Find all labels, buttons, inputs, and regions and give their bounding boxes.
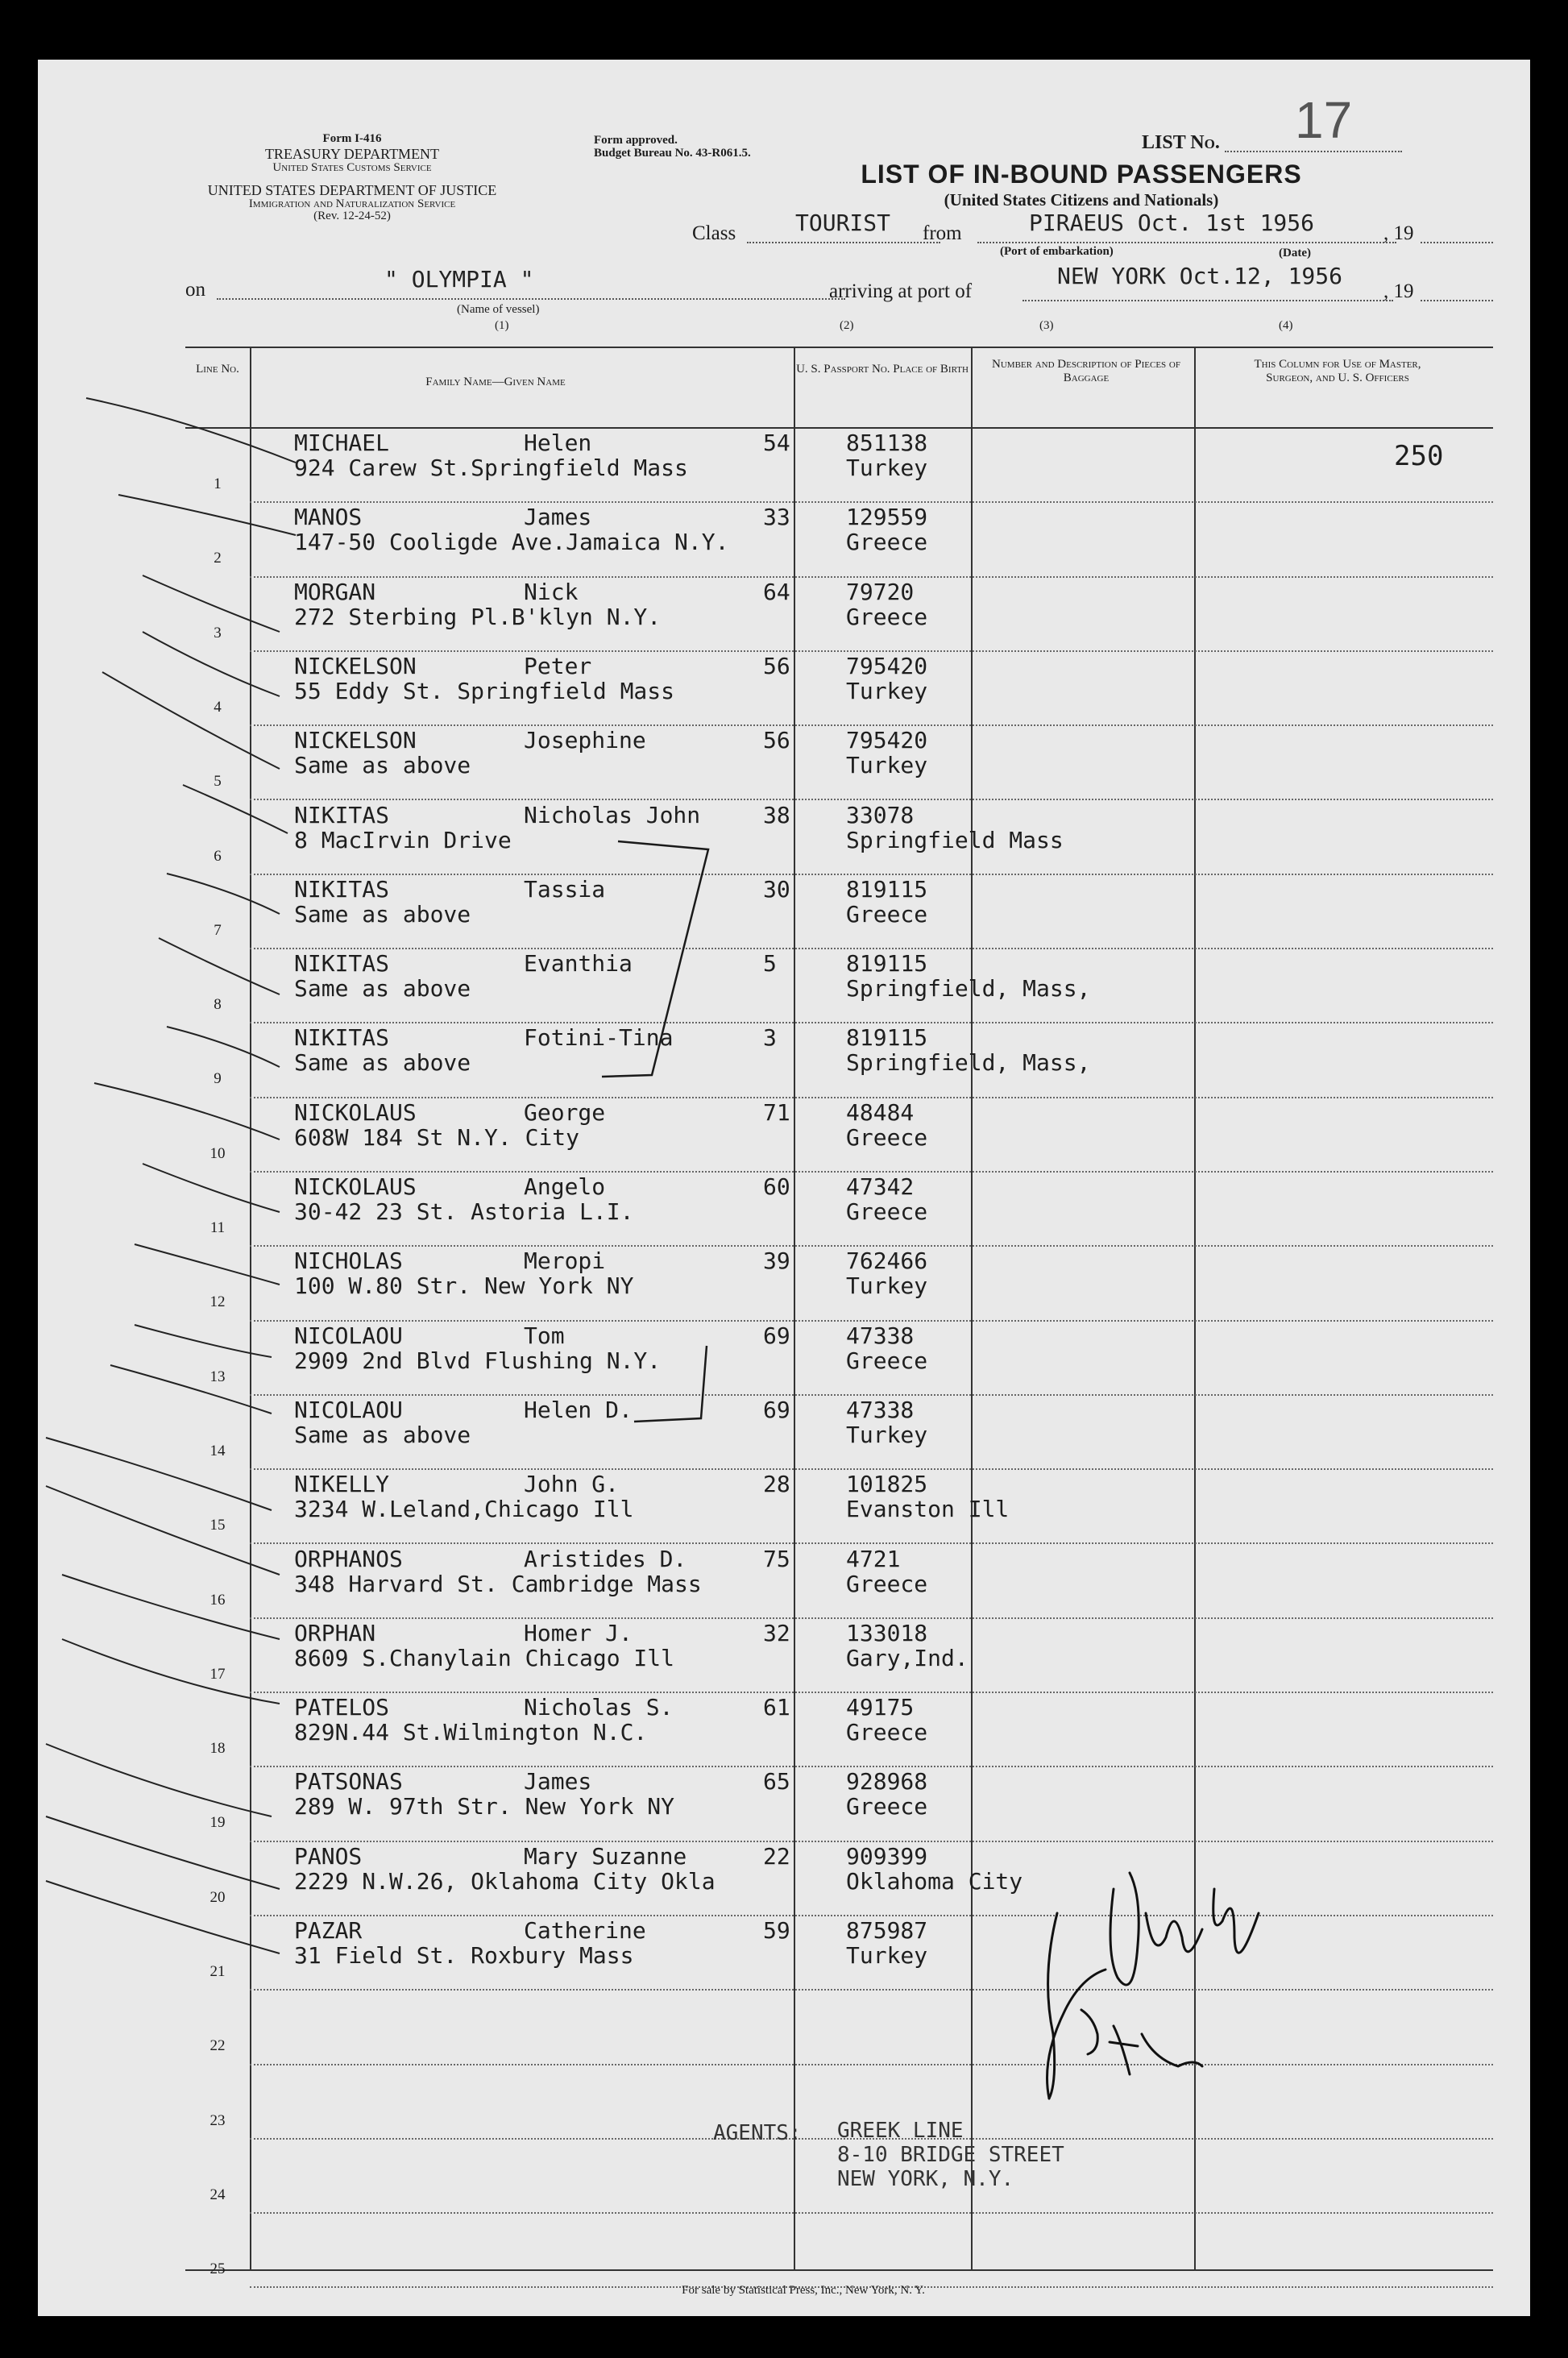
family-name: ORPHAN — [294, 1619, 376, 1646]
address: 272 Sterbing Pl.B'klyn N.Y. — [294, 603, 662, 630]
col-header-officers: This Column for Use of Master, Surgeon, and U. S. Officers — [1254, 358, 1421, 384]
family-name: NICOLAOU — [294, 1322, 403, 1349]
place-of-birth: Springfield, Mass, — [846, 1049, 1091, 1077]
passport-no: 928968 — [846, 1768, 928, 1795]
address: 8609 S.Chanylain Chicago Ill — [294, 1644, 675, 1671]
given-name: Fotini-Tina — [524, 1024, 674, 1052]
from-label: from — [923, 222, 962, 244]
given-name: Helen — [524, 430, 592, 456]
family-name: NICKOLAUS — [294, 1098, 417, 1126]
place-of-birth: Turkey — [846, 752, 928, 779]
given-name: Peter — [524, 652, 592, 679]
age: 60 — [763, 1173, 790, 1200]
list-no-value: 17 — [1295, 91, 1353, 149]
col-num-2: (2) — [840, 319, 854, 332]
given-name: Helen D. — [524, 1396, 633, 1423]
col-header-line-no: Line No. — [196, 363, 239, 376]
agents-line2: 8-10 BRIDGE STREET — [837, 2143, 1064, 2167]
address: Same as above — [294, 1421, 471, 1448]
given-name: Homer J. — [524, 1619, 633, 1646]
agents-line3: NEW YORK, N.Y. — [837, 2167, 1014, 2191]
given-name: Tom — [524, 1322, 565, 1349]
form-approved: Form approved. — [594, 134, 678, 147]
address: 2229 N.W.26, Oklahoma City Okla — [294, 1867, 716, 1895]
from-value: PIRAEUS Oct. 1st 1956 — [1029, 210, 1315, 236]
row-number: 4 — [214, 698, 222, 716]
row-number: 12 — [209, 1293, 226, 1311]
port-embark-label: (Port of embarkation) — [1000, 245, 1114, 258]
arriving-value: NEW YORK Oct.12, 1956 — [1057, 263, 1343, 289]
family-name: NICHOLAS — [294, 1247, 403, 1275]
age: 61 — [763, 1694, 790, 1721]
manifest-page — [38, 60, 1530, 2316]
given-name: Meropi — [524, 1247, 606, 1275]
row-number: 22 — [209, 2037, 226, 2055]
vessel-value: " OLYMPIA " — [384, 266, 534, 293]
dept1: TREASURY DEPARTMENT — [264, 146, 440, 162]
passport-no: 129559 — [846, 504, 928, 531]
place-of-birth: Greece — [846, 1198, 928, 1225]
passport-no: 49175 — [846, 1694, 915, 1721]
family-name: MORGAN — [294, 578, 376, 605]
address: 2909 2nd Blvd Flushing N.Y. — [294, 1347, 662, 1374]
given-name: Mary Suzanne — [524, 1842, 687, 1870]
budget-bureau: Budget Bureau No. 43-R061.5. — [594, 147, 751, 160]
given-name: James — [524, 1768, 592, 1795]
place-of-birth: Greece — [846, 603, 928, 630]
row-number: 1 — [214, 475, 222, 492]
col-header-passport: U. S. Passport No. Place of Birth — [796, 363, 969, 376]
age: 69 — [763, 1322, 790, 1349]
col-header-baggage: Number and Description of Pieces of Baggage — [992, 358, 1180, 384]
row-number: 6 — [214, 847, 222, 865]
address: 348 Harvard St. Cambridge Mass — [294, 1570, 702, 1597]
row-number: 8 — [214, 996, 222, 1014]
address: 3234 W.Leland,Chicago Ill — [294, 1496, 634, 1523]
family-name: NICKELSON — [294, 652, 417, 679]
year-suffix-2: , 19 — [1383, 280, 1414, 302]
passport-no: 79720 — [846, 578, 915, 605]
place-of-birth: Evanston Ill — [846, 1496, 1010, 1523]
family-name: PAZAR — [294, 1917, 363, 1944]
given-name: Angelo — [524, 1173, 606, 1200]
passport-no: 875987 — [846, 1917, 928, 1944]
given-name: Nicholas John — [524, 801, 701, 828]
officer-note: 250 — [1394, 440, 1444, 472]
address: 147-50 Cooligde Ave.Jamaica N.Y. — [294, 529, 729, 556]
row-number: 10 — [209, 1144, 226, 1162]
age: 28 — [763, 1471, 790, 1498]
address: 8 MacIrvin Drive — [294, 826, 512, 853]
passport-no: 33078 — [846, 801, 915, 828]
age: 54 — [763, 430, 790, 456]
passport-no: 851138 — [846, 430, 928, 456]
row-number: 18 — [209, 1740, 226, 1758]
address: 924 Carew St.Springfield Mass — [294, 455, 688, 481]
passport-no: 819115 — [846, 1024, 928, 1052]
place-of-birth: Greece — [846, 900, 928, 928]
agents-line1: GREEK LINE — [837, 2119, 964, 2143]
family-name: NICKOLAUS — [294, 1173, 417, 1200]
passport-no: 133018 — [846, 1619, 928, 1646]
family-name: MANOS — [294, 504, 363, 531]
age: 39 — [763, 1247, 790, 1275]
row-number: 11 — [209, 1219, 226, 1236]
dept2: UNITED STATES DEPARTMENT OF JUSTICE — [207, 182, 497, 198]
address: 55 Eddy St. Springfield Mass — [294, 677, 675, 704]
tick-marks — [46, 398, 296, 1953]
age: 33 — [763, 504, 790, 531]
passport-no: 4721 — [846, 1545, 901, 1572]
row-number: 20 — [209, 1888, 226, 1906]
passport-no: 48484 — [846, 1098, 915, 1126]
place-of-birth: Turkey — [846, 455, 928, 481]
year-suffix-1: , 19 — [1383, 222, 1414, 244]
address: Same as above — [294, 752, 471, 779]
age: 30 — [763, 875, 790, 903]
passport-no: 47338 — [846, 1322, 915, 1349]
age: 65 — [763, 1768, 790, 1795]
given-name: Tassia — [524, 875, 606, 903]
age: 59 — [763, 1917, 790, 1944]
family-name: NIKITAS — [294, 950, 390, 978]
family-name: NICOLAOU — [294, 1396, 403, 1423]
given-name: James — [524, 504, 592, 531]
family-name: PATSONAS — [294, 1768, 403, 1795]
address: 608W 184 St N.Y. City — [294, 1123, 580, 1151]
passport-no: 819115 — [846, 950, 928, 978]
row-number: 14 — [209, 1442, 226, 1459]
date-label: (Date) — [1279, 247, 1311, 259]
age: 56 — [763, 727, 790, 754]
age: 75 — [763, 1545, 790, 1572]
given-name: Nicholas S. — [524, 1694, 674, 1721]
address: Same as above — [294, 975, 471, 1003]
class-label: Class — [692, 222, 736, 244]
given-name: John G. — [524, 1471, 620, 1498]
col-num-3: (3) — [1039, 319, 1054, 332]
place-of-birth: Springfield, Mass, — [846, 975, 1091, 1003]
subtitle: (United States Citizens and Nationals) — [944, 190, 1219, 210]
col-header-name: Family Name—Given Name — [425, 376, 566, 388]
place-of-birth: Turkey — [846, 1272, 928, 1300]
given-name: Nick — [524, 578, 579, 605]
place-of-birth: Oklahoma City — [846, 1867, 1023, 1895]
row-number: 2 — [214, 550, 222, 567]
address: 100 W.80 Str. New York NY — [294, 1272, 634, 1300]
passport-no: 795420 — [846, 652, 928, 679]
row-number: 3 — [214, 624, 222, 641]
row-number: 9 — [214, 1070, 222, 1088]
age: 71 — [763, 1098, 790, 1126]
family-name: ORPHANOS — [294, 1545, 403, 1572]
given-name: Catherine — [524, 1917, 646, 1944]
passport-no: 101825 — [846, 1471, 928, 1498]
given-name: Evanthia — [524, 950, 633, 978]
family-name: NICKELSON — [294, 727, 417, 754]
place-of-birth: Turkey — [846, 677, 928, 704]
dept2-sub: Immigration and Naturalization Service — [248, 197, 456, 210]
col-num-1: (1) — [495, 319, 509, 332]
address: 30-42 23 St. Astoria L.I. — [294, 1198, 634, 1225]
footer-printer: For sale by Statistical Press, Inc., New York, N. Y. — [682, 2284, 925, 2297]
place-of-birth: Turkey — [846, 1421, 928, 1448]
family-name: NIKELLY — [294, 1471, 390, 1498]
arriving-label: arriving at port of — [829, 280, 973, 302]
age: 22 — [763, 1842, 790, 1870]
address: 31 Field St. Roxbury Mass — [294, 1942, 634, 1969]
passport-no: 819115 — [846, 875, 928, 903]
passport-no: 47338 — [846, 1396, 915, 1423]
agents-label: AGENTS: — [713, 2121, 802, 2145]
given-name: Josephine — [524, 727, 646, 754]
place-of-birth: Greece — [846, 1793, 928, 1820]
place-of-birth: Springfield Mass — [846, 826, 1064, 853]
row-number: 21 — [209, 1963, 226, 1980]
place-of-birth: Greece — [846, 1123, 928, 1151]
family-name: NIKITAS — [294, 801, 390, 828]
passport-no: 795420 — [846, 727, 928, 754]
address: Same as above — [294, 900, 471, 928]
age: 3 — [763, 1024, 777, 1052]
rev: (Rev. 12-24-52) — [313, 210, 391, 222]
row-number: 13 — [209, 1368, 226, 1385]
dept1-sub: United States Customs Service — [272, 161, 432, 174]
row-number: 23 — [209, 2111, 226, 2129]
on-label: on — [185, 279, 205, 301]
age: 38 — [763, 801, 790, 828]
row-number: 25 — [209, 2260, 226, 2278]
row-number: 16 — [209, 1591, 226, 1609]
class-value: TOURIST — [795, 210, 891, 236]
address: Same as above — [294, 1049, 471, 1077]
list-no-label: LIST No. — [1142, 132, 1220, 153]
family-name: PANOS — [294, 1842, 363, 1870]
address: 829N.44 St.Wilmington N.C. — [294, 1719, 648, 1746]
age: 64 — [763, 578, 790, 605]
row-number: 5 — [214, 773, 222, 791]
row-number: 24 — [209, 2186, 226, 2203]
family-name: NIKITAS — [294, 1024, 390, 1052]
age: 5 — [763, 950, 777, 978]
place-of-birth: Greece — [846, 1719, 928, 1746]
vessel-label: (Name of vessel) — [457, 303, 540, 316]
bracket-marks — [602, 841, 709, 1422]
address: 289 W. 97th Str. New York NY — [294, 1793, 675, 1820]
family-name: PATELOS — [294, 1694, 390, 1721]
title: LIST OF IN-BOUND PASSENGERS — [861, 160, 1302, 189]
passport-no: 47342 — [846, 1173, 915, 1200]
given-name: Aristides D. — [524, 1545, 687, 1572]
handwritten-signature-icon — [993, 1816, 1331, 2155]
family-name: MICHAEL — [294, 430, 390, 456]
row-number: 15 — [209, 1517, 226, 1534]
place-of-birth: Greece — [846, 529, 928, 556]
place-of-birth: Greece — [846, 1347, 928, 1374]
place-of-birth: Greece — [846, 1570, 928, 1597]
row-number: 19 — [209, 1814, 226, 1832]
col-num-4: (4) — [1279, 319, 1293, 332]
age: 32 — [763, 1619, 790, 1646]
age: 56 — [763, 652, 790, 679]
row-number: 7 — [214, 921, 222, 939]
passport-no: 762466 — [846, 1247, 928, 1275]
family-name: NIKITAS — [294, 875, 390, 903]
passport-no: 909399 — [846, 1842, 928, 1870]
age: 69 — [763, 1396, 790, 1423]
place-of-birth: Gary,Ind. — [846, 1644, 969, 1671]
row-number: 17 — [209, 1665, 226, 1683]
place-of-birth: Turkey — [846, 1942, 928, 1969]
given-name: George — [524, 1098, 606, 1126]
form-id: Form I-416 — [322, 132, 382, 145]
